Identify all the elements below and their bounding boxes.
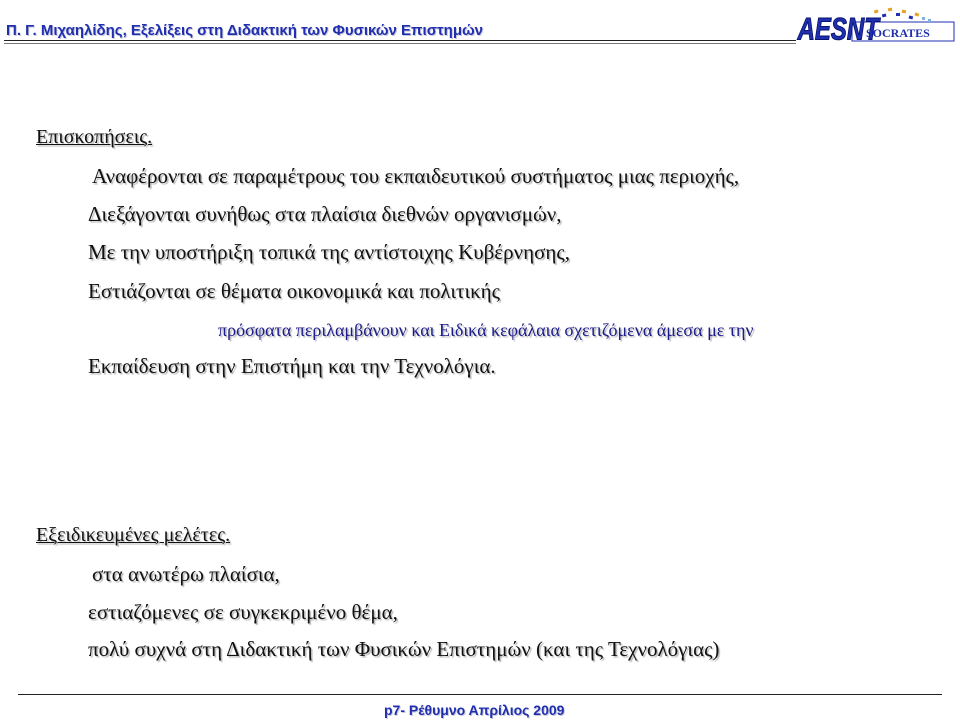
header-title: Π. Γ. Μιχαηλίδης, Εξελίξεις στη Διδακτική των Φυσικών Επιστημών	[6, 22, 484, 39]
footer-divider	[18, 694, 942, 695]
header-divider	[4, 40, 796, 41]
study-line-3: πολύ συχνά στη Διδακτική των Φυσικών Επιστημών (και της Τεχνολόγιας)	[88, 637, 720, 661]
survey-line-3: Με την υποστήριξη τοπικά της αντίστοιχης Κυβέρνησης,	[88, 240, 570, 264]
survey-line-6: Εκπαίδευση στην Επιστήμη και την Τεχνολόγια.	[88, 354, 496, 378]
survey-line-5: πρόσφατα περιλαμβάνουν και Ειδικά κεφάλαια σχετιζόμενα άμεσα με την	[218, 320, 754, 340]
study-line-1: στα ανωτέρω πλαίσια,	[92, 562, 280, 586]
section-heading-surveys: Επισκοπήσεις.	[36, 126, 153, 148]
header-divider-secondary	[4, 43, 796, 44]
aesnt-socrates-logo-icon	[796, 4, 956, 44]
survey-line-4: Εστιάζονται σε θέματα οικονομικά και πολιτικής	[88, 279, 500, 303]
survey-line-1: Αναφέρονται σε παραμέτρους του εκπαιδευτικού συστήματος μιας περιοχής,	[92, 164, 740, 188]
logo-aesnt-text: AESNT	[797, 11, 879, 44]
footer-page-info: p7- Ρέθυμνο Απρίλιος 2009	[384, 702, 565, 718]
logo-socrates-text: SOCRATES	[866, 26, 930, 40]
study-line-2: εστιαζόμενες σε συγκεκριμένο θέμα,	[88, 600, 398, 624]
survey-line-2: Διεξάγονται συνήθως στα πλαίσια διεθνών οργανισμών,	[88, 202, 562, 226]
section-heading-specialized-studies: Εξειδικευμένες μελέτες.	[36, 524, 231, 546]
